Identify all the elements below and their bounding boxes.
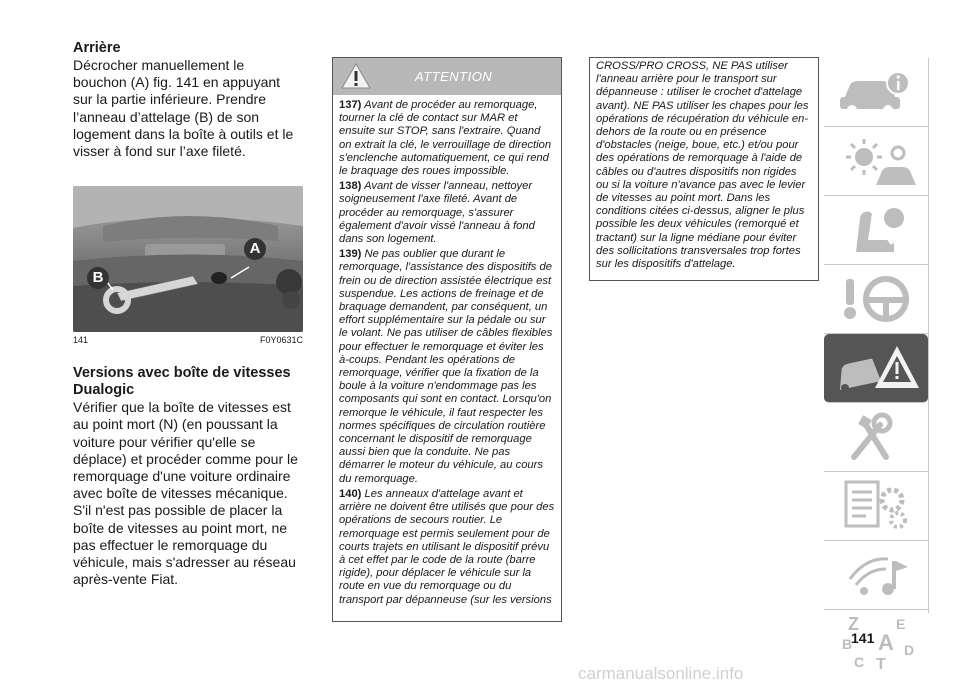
specs-gears-icon xyxy=(836,478,916,534)
warning-triangle-icon xyxy=(341,63,371,89)
attention-box xyxy=(332,57,562,622)
car-info-icon xyxy=(836,67,916,117)
sidebar-tab-multimedia[interactable] xyxy=(824,541,928,610)
sidebar-tab-maintenance[interactable] xyxy=(824,403,928,472)
label-a-badge: A xyxy=(244,238,266,260)
attention-item xyxy=(339,99,555,178)
seat-airbag-icon xyxy=(836,204,916,256)
tow-ring-illustration xyxy=(73,186,303,332)
sidebar-tab-driving[interactable] xyxy=(824,265,928,334)
index-letter: B xyxy=(842,636,853,652)
index-letter: D xyxy=(904,642,915,658)
breakdown-warning-icon xyxy=(831,342,921,394)
heading-arriere: Arrière xyxy=(73,40,121,56)
steering-wheel-icon xyxy=(836,273,916,325)
paragraph-arriere: Décrocher manuellement le bouchon (A) fig. 141 en appuyant sur la partie inférieure. Prendre l’anneau d’attelage (B) de son logement dans la boîte à outils et le visser à fond sur l’axe fileté. xyxy=(73,57,294,160)
item-number: 137) xyxy=(339,99,362,111)
multimedia-icon xyxy=(836,549,916,601)
sidebar-divider xyxy=(928,58,929,613)
attention-item xyxy=(339,180,555,246)
attention-item xyxy=(339,488,555,607)
index-letter: C xyxy=(854,654,865,670)
attention-title: ATTENTION xyxy=(415,69,493,84)
chapter-sidebar xyxy=(824,58,928,678)
index-letter: E xyxy=(896,616,906,632)
page-number: 141 xyxy=(851,630,875,646)
attention-box-continued xyxy=(589,57,819,281)
sidebar-tab-car-info[interactable] xyxy=(824,58,928,127)
figure-code: F0Y0631C xyxy=(259,335,303,346)
maintenance-tools-icon xyxy=(836,411,916,463)
item-number: 140) xyxy=(339,487,362,500)
figure-number: 141 xyxy=(73,335,89,346)
attention-body xyxy=(333,95,561,607)
item-text: Avant de procéder au remorquage, tourner la clé de contact sur MAR et ensuite sur STOP, sans l'extraire. Quand on extrait la clé, le verrouillage de direction s'enclenche automatiquement, ce qui rend le braquage des roues impossible. xyxy=(339,99,552,178)
figure-caption xyxy=(73,335,303,345)
item-number: 139) xyxy=(339,248,362,261)
sidebar-tab-index[interactable] xyxy=(824,610,928,678)
item-text: Ne pas oublier que durant le remorquage, l'assistance des dispositifs de frein ou de direction assistée électrique est suspendue. Les actions de freinage et de braquage demandent, par conséquent, un effort supplémentaire sur la pédale ou sur le volant. Ne pas utiliser de câbles flexibles pour effectuer le remorquage et éviter les à-coups. Pendant les opérations de remorquage, vérifier que la fixation de la boule à la voiture n'endommage pas les composants qui sont en contact. Lorsqu'on remorque le véhicule, il faut respecter les normes spécifiques de circulation routière concernant le dispositif de remorquage aussi bien que la conduite. Ne pas démarrer le moteur du véhicule, au cours du remorquage. xyxy=(339,248,553,485)
index-letter: T xyxy=(876,656,886,673)
watermark: carmanualsonline.info xyxy=(578,664,744,683)
attention-continued-text: CROSS/PRO CROSS, NE PAS utiliser l'anneau arrière pour le transport sur dépanneuse : utiliser le crochet d'attelage avant). NE PAS utiliser les chapes pour les opérations de récupération du véhicule en-dehors de la route ou en présence d'obstacles (neige, boue, etc.) et/ou pour des opérations de remorquage à l'aide de câbles ou d'autres dispositifs non rigides ou si la voiture n'avance pas avec le levier de vitesses au point mort. Dans les conditions citées ci-dessus, aligner le plus possible les deux véhicules (remorqué et tractant) sur la ligne médiane pour éviter des sollicitations transversales trop fortes sur les dispositifs d'attelage. xyxy=(596,60,809,271)
section-dualogic xyxy=(73,365,298,588)
item-text: Les anneaux d'attelage avant et arrière ne doivent être utilisés que pour des opérations de secours routier. Le remorquage est permis seulement pour de courts trajets en utilisant le dispositif prévu à cet effet par le code de la route (barre rigide), pour déplacer le véhicule sur la route en vue du remorquage ou du transport par dépanneuse (sur les versions xyxy=(339,487,555,606)
heading-dualogic: Versions avec boîte de vitesses Dualogic xyxy=(73,365,291,399)
alphabetical-index-icon xyxy=(836,614,916,674)
attention-item xyxy=(339,248,555,486)
dashboard-lights-icon xyxy=(836,135,916,187)
sidebar-tab-emergency[interactable] xyxy=(824,334,928,403)
sidebar-tab-dashboard[interactable] xyxy=(824,127,928,196)
figure-141 xyxy=(73,186,303,332)
item-text: Avant de visser l'anneau, nettoyer soigneusement l'axe fileté. Avant de procéder au remorquage, s'assurer également d'avoir vissé l'anneau à fond dans son logement. xyxy=(339,180,535,246)
index-letter: Z xyxy=(848,614,859,634)
label-b-badge: B xyxy=(87,267,109,289)
attention-header xyxy=(333,58,561,95)
index-letter: A xyxy=(878,630,894,655)
item-number: 138) xyxy=(339,180,362,193)
column-1 xyxy=(73,40,303,588)
sidebar-tab-safety[interactable] xyxy=(824,196,928,265)
sidebar-tab-specs[interactable] xyxy=(824,472,928,541)
paragraph-dualogic: Vérifier que la boîte de vitesses est au point mort (N) (en poussant la voiture pour vérifier qu'elle se déplace) et procéder comme pour le remorquage d'une voiture ordinaire avec boîte de vitesses mécanique. S'il n'est pas possible de placer la boîte de vitesses au point mort, ne pas effectuer le remorquage du véhicule, mais s'adresser au réseau après-vente Fiat. xyxy=(73,399,298,588)
